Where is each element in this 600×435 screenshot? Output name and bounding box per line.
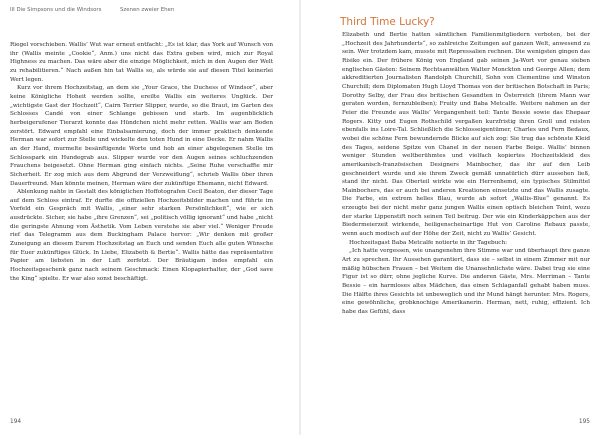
right-page [300,0,600,435]
paragraph: „Ich hatte vergessen, wie unangenehm ihre Stimme war und überhaupt ihre ganze Art zu sprechen. Ihr Aussehen garantiert, dass sie – selbst in einem Zimmer mit nur mäßig hübschen Frauen – bei Weitem die Unansehnlichste wäre. Dabei trug sie eine Figur ist so dürr, ohne jegliche Kurve. Die anderen Gäste, Mrs. Merriman – Tante Bessie – ein harmloses altes Mädchen, das einen Schlaganfall gehabt haben muss. Die Hälfte ihres Gesichts ist unbeweglich und ihr Mund hängt herunter. Mrs. Rogers, eine gewöhnliche, grobknochige Amerikanerin. Herman, nett, ruhig, effizient. Ich habe das Gefühl, dass [342,248,590,315]
running-head [10,7,290,17]
running-head-title: III Die Simpsons und die Windsors [10,7,102,13]
paragraph: Hochzeitsgast Baba Metcalfe notierte in ihr Tagebuch: [349,239,508,246]
paragraph: Riegel vorschieben. Wallis’ Wut war erneut entfacht: „Es ist klar, das York auf Wunsch von ihr (Wallis meinte „Cookie“, Anm.) uns nicht das Extra geben wird, mich zur Royal Highness zu machen. Das wäre aber die einzige Möglichkeit, mich in den Augen der Welt zu rehabilitieren.“ Nach außen hin tat Wallis so, als würde sie auf diesen Titel keinerlei Wert legen. [10,42,273,83]
paragraph: Kurz vor ihrem Hochzeitstag, an dem sie „Your Grace, the Duchess of Windsor“, aber keine Königliche Hoheit werden sollte, ereilte Wallis ein weiteres Unglück. Der „wichtigste Gast der Hochzeit“, Cairn Terrier Slipper, wurde, so die Braut, im Garten des Schlosses Candé von einer Schlange gebissen und starb. Im augenblicklich herbeigerufener Tierarzt konnte das Hündchen nicht mehr retten. Wallis war am Boden zerstört. Edward empfahl eine Einbalsamierung, doch der immer praktisch denkende Herman war sofort zur Stelle und wickelte den toten Hund in eine Decke. Er nahm Wallis an der Hand, murmelte besänftigende Worte und hob an einer abgelegenen Stelle im Schlosspark ein Hundegrab aus. Slipper wurde vor den Augen seines schluchzenden Frauchens beigesetzt. Ohne Herman ging einfach nichts. „Seine Ruhe verschaffte mir Sicherheit. Er zog mich aus dem Abgrund der Verzweiflung“, schrieb Wallis über ihren Dauerfreund. Man könnte meinen, Herman wäre der zukünftige Ehemann, nicht Edward. [10,85,273,187]
page-number: 194 [10,419,22,425]
running-head-subtitle: Szenen zweier Ehen [120,7,175,13]
section-heading: Third Time Lucky? [340,16,435,28]
left-body-text [10,41,273,283]
paragraph: Ablenkung nahte in Gestalt des königlichen Hoffotografen Cecil Beaton, der dieser Tage auf dem Schloss eintraf. Er durfte die offiziellen Hochzeitsbilder machen und führte im Vorfeld ein Gespräch mit Wallis, „einer sehr starken Persönlichkeit“, wie er sich ausdrückte. Sicher, sie habe „ihre Grenzen“, sei „politisch völlig ignorant“ und habe „nicht die geringste Ahnung vom Ästhetik. Vom Leben verstehe sie aber viel.“ Weniger Freude rief das Telegramm aus dem Buckingham Palace hervor: „Wir denken mit großer Zuneigung an diesem Eurem Hochzeitstag an Euch und senden Euch alle guten Wünsche für Euer zukünftiges Glück. In Liebe, Elizabeth & Bertie“. Wallis hätte das repräsentative Papier am liebsten in der Luft zerfetzt. Der Bräutigam indes empfahl ein Hochzeitsgeschenk ganz nach seinem Geschmack: Einen Klopapierhalter, der „God save the King“ spielte. Er war also sonst beschäftigt. [10,189,273,282]
right-body-text [342,31,590,317]
paragraph: Elizabeth und Bertie hatten sämtlichen Familienmitgliedern verboten, bei der „Hochzeit des Jahrhunderts“, so zahlreiche Zeitungen auf ganzen Welt, anwesend zu sein. Wer trotzdem kam, musste mit Repressalien rechnen. Die wenigsten gingen das Risiko ein. Der frühere König von England gab seinen Ja-Wort vor genau sieben englischen Gästen: Seinem Rechtsanwälten Walter Monckton und George Allen; dem akkreditierten Journalisten Randolph Churchill, Sohn von Clementine und Winston Churchill; dem Diplomaten Hugh Lloyd Thomas von der britischen Botschaft in Paris; Dorothy Selby, der Frau des britischen Gesandten in Österreich (ihrem Mann war geraten worden, fernzubleiben); Fruity und Baba Metcalfe. Weitere nahmen an der Feier die Freunde aus Wallis’ Vergangenheit teil: Tante Bessie sowie das Ehepaar Rogers. Kitty und Eugen Rothschild vergaßen kurzfristig ihren Groll und reisten ebenfalls ins Loire-Tal. Schließlich die Schlosseigentümer, Charles und Fern Bedaux, wobei die schöne Fern bewundernde Blicke auf sich zog: Sie trug das schönste Kleid des Tages, seidene Spitze von Chanel in der neuen Farbe Beige. Wallis’ binnen weniger Stunden weltberühmtes und vielfach kopiertes Hochzeitskleid des amerikanisch-französischen Designers Mainbocher, das ihr auf den Leib geschneidert wurde und sie ihrem Zweck gemäß unnatürlich dürr aussehen ließ, stand ihr nicht. Das Oberteil wirkte wie ein Herrenhemd, ein typisches Stilmittel Mainbochers, das er auch bei anderen Kreationen einsetzte und das Wallis zusagte. Die Farbe, ein extrem helles Blau, wurde ab sofort „Wallis-Blue“ genannt. Es erzeugte bei der nicht mehr ganz jungen Wallis einen optisch bleichen Teint, wozu der starke Lippenstift noch seinen Teil beitrug. Der wie ein Kinderkäppchen aus der Biedermeierzeit wirkende, heiligenscheinartige Hut von Caroline Rebaux passte, wenn auch modisch auf der Höhe der Zeit, nicht zu Wallis’ Gesicht. [342,32,590,238]
page-number: 195 [578,419,590,425]
